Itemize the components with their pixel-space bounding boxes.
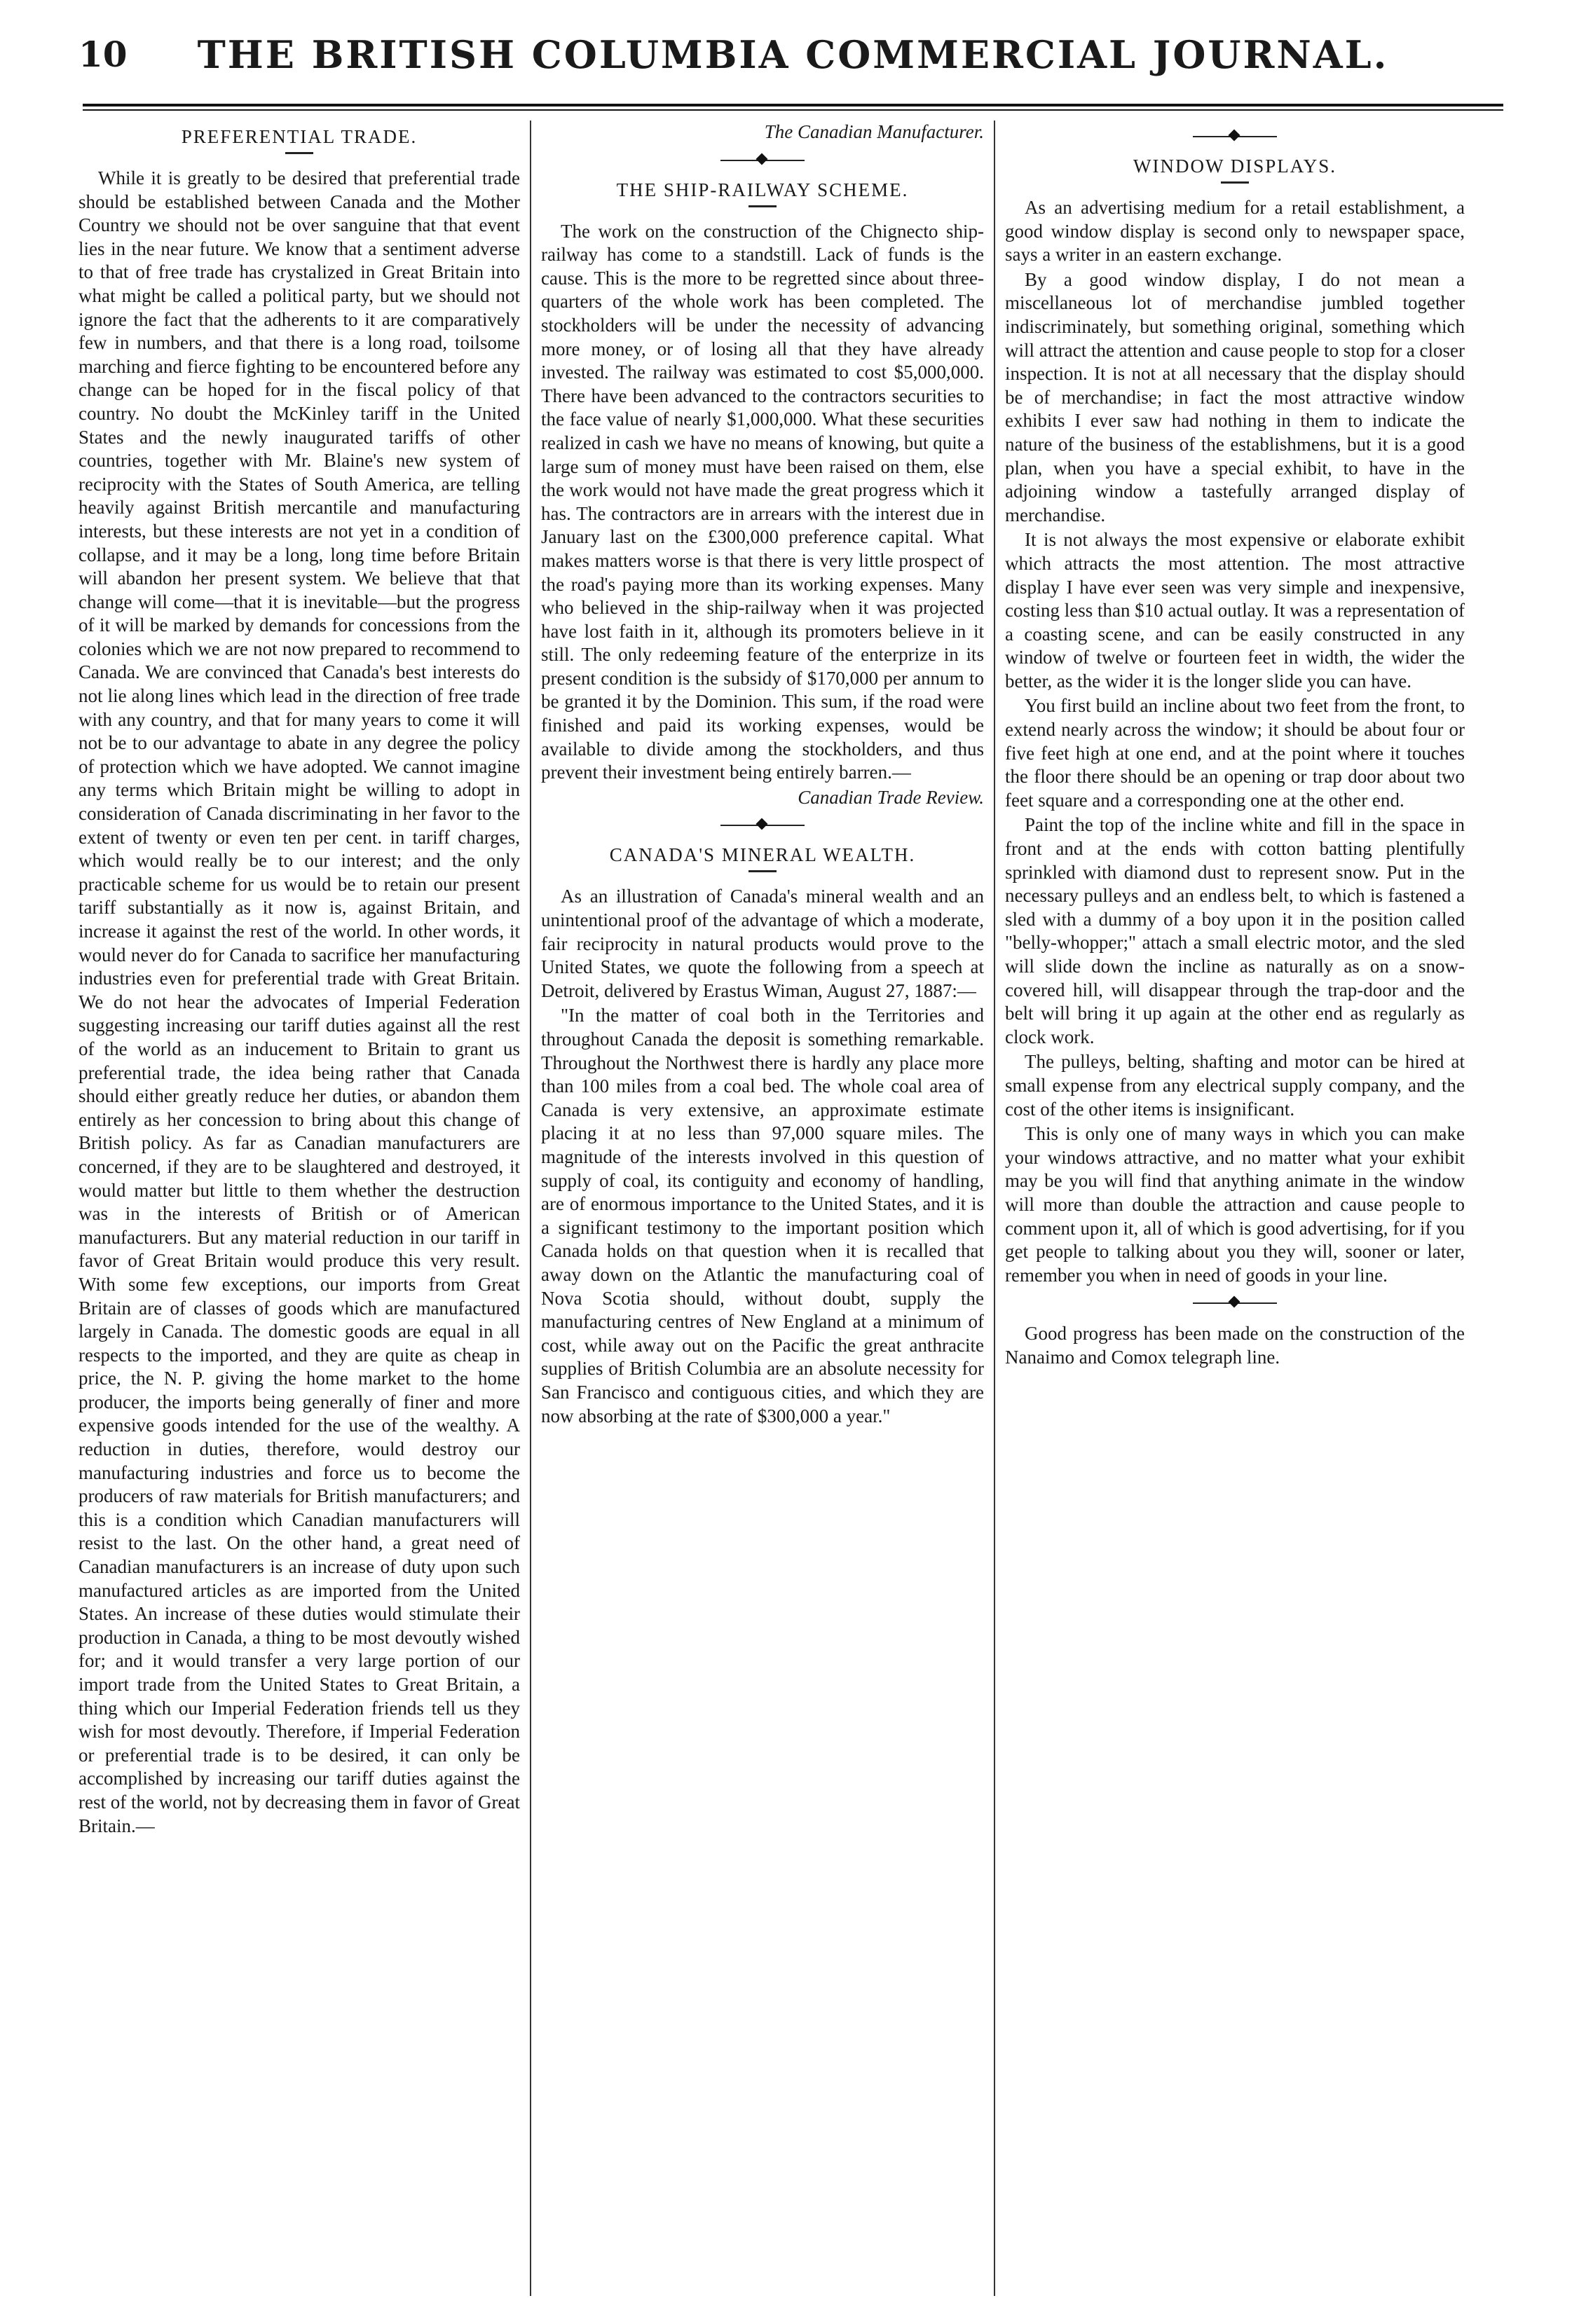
article-paragraph: While it is greatly to be desired that preferential trade should be established between Canada and the Mother Country we should not be over sanguine that that event lies in the near future. We know that a sentiment adverse to that of free trade has crystalized in Great Britain into what might be called a political party, but we should not ignore the fact that the adherents to it are comparatively few in numbers, and that there is a long road, toilsome marching and fierce fighting to be encountered before any change can be hoped for in the fiscal policy of that country. No doubt the McKinley tariff in the United States and the newly inaugurated tariffs of other countries, together with Mr. Blaine's new system of reciprocity with the States of South America, are telling heavily against British mercantile and manufacturing interests, but these interests are not yet in a condition of collapse, and it may be a long, long time before Britain will abandon her present system. We believe that that change will come—that it is inevitable—but the progress of it will be marked by demands for concessions from the colonies which we are not now prepared to recommend to Canada. We are convinced that Canada's best interests do not lie along lines which lead in the direction of free trade with any country, and that for many years to come it will not be to our advantage to abate in any degree the policy of protection which we have adopted. We cannot imagine any terms which Britain might be willing to adopt in consideration of Canada discriminating in her favor to the extent of twenty or even ten per cent. in tariff charges, which would really be to our interest; and the only practicable scheme for us would be to retain our present tariff substantially as it now is, against Britain, and increase it against the rest of the world. In other words, it would never do for Canada to sacrifice her manufacturing industries even for preferential trade with Great Britain. We do not hear the advocates of Imperial Federation suggesting increasing our tariff duties against all the rest of the world as an inducement to Britain to grant us preferential trade, the idea being rather that Canada should either greatly reduce her duties, or abandon them entirely as her concession to bring about this change of British policy. As far as Canadian manufacturers are concerned, if they are to be slaughtered and destroyed, it would matter but little to them whether the destruction was in the interests of British or of American manufacturers. But any material reduction in our tariff in favor of Great Britain would produce this very result. With some few exceptions, our imports from Great Britain are of classes of goods which are manufactured largely in Canada. The domestic goods are equal in all respects to the imported, and they are quite as cheap in price, the N. P. giving the home market to the home producer, the imports being generally of finer and more expensive goods intended for the use of the wealthy. A reduction in duties, therefore, would destroy our manufacturing industries and force us to become the producers of raw materials for British manufacturers; and this is a condition which Canadian manufacturers will resist to the last. On the other hand, a great need of Canadian manufacturers is an increase of duty upon such manufactured articles as are imported from the United States. An increase of these duties would stimulate their production in Canada, a thing to be most devoutly wished for; and it would transfer a very large portion of our import trade from the United States to Great Britain, a thing which our Imperial Federation friends tell us they wish for most devoutly. Therefore, if Imperial Federation or preferential trade is to be desired, it can only be accomplished by increasing our tariff duties against the rest of the world, not by decreasing them in favor of Great Britain.— [78, 167, 520, 1836]
headline-dash [748, 205, 777, 207]
masthead [0, 0, 1586, 105]
section-divider [1193, 128, 1277, 146]
article-paragraph: The pulleys, belting, shafting and motor can be hired at small expense from any electrical supply company, and the cost of the other items is insignificant. [1005, 1051, 1465, 1120]
article-headline: THE SHIP-RAILWAY SCHEME. [616, 179, 909, 200]
article-preferential-trade-continued [541, 121, 984, 144]
article-headline: WINDOW DISPLAYS. [1133, 156, 1337, 177]
column-3 [1005, 121, 1465, 2303]
article-paragraph: Paint the top of the incline white and fill in the space in front and at the ends with cotton batting plentifully sprinkled with diamond dust to represent snow. Put in the necessary pulleys and an endless belt, to which is fastened a sled with a dummy of a boy upon it in the position called "belly-whopper;" attach a small electric motor, and the sled will slide down the incline as naturally as on a snow-covered hill, will disappear through the trap-door and the belt will bring it up again at the other end as regularly as clock work. [1005, 814, 1465, 1047]
article-ship-railway [541, 179, 984, 810]
article-headline: CANADA'S MINERAL WEALTH. [609, 844, 916, 866]
article-source: The Canadian Manufacturer. [764, 121, 984, 142]
column-2 [541, 121, 984, 2303]
article-paragraph: As an illustration of Canada's mineral wealth and an unintentional proof of the advantage of which a moderate, fair reciprocity in natural products would prove to the United States, we quote the following from a speech at Detroit, delivered by Erastus Wiman, August 27, 1887:— [541, 886, 984, 1001]
section-divider [1193, 1294, 1277, 1312]
journal-title: THE BRITISH COLUMBIA COMMERCIAL JOURNAL. [197, 32, 1389, 77]
headline-dash [285, 152, 313, 154]
section-divider [720, 816, 805, 834]
headline-dash [748, 870, 777, 872]
article-headline: PREFERENTIAL TRADE. [181, 126, 418, 147]
article-mineral-wealth [541, 844, 984, 1428]
article-paragraph: The work on the construction of the Chignecto ship-railway has come to a standstill. Lack of funds is the cause. This is the more to be regretted since about three-quarters of the whole work has been completed. The stockholders will be under the necessity of advancing more money, or of losing all that they have already invested. The railway was estimated to cost $5,000,000. There have been advanced to the contractors securities to the face value of nearly $1,000,000. What these securities realized in cash we have no means of knowing, but quite a large sum of money must have been raised on them, else the work would not have made the great progress which it has. The contractors are in arrears with the interest due in January last on the £300,000 preference capital. What makes matters worse is that there is very little prospect of the road's paying more than its working expenses. Many who believed in the ship-railway when it was projected have lost faith in it, although its promoters believe in it still. The only redeeming feature of the enterprize in its present condition is the subsidy of $170,000 per annum to be granted it by the Dominion. This sum, if the road were finished and paid its working expenses, would be available to divide among the stockholders, and thus prevent their investment being entirely barren.— [541, 220, 984, 783]
masthead-rule-thin [83, 109, 1503, 111]
column-1 [78, 121, 520, 2303]
column-rule [530, 121, 531, 2296]
article-paragraph: "In the matter of coal both in the Territories and throughout Canada the deposit is something remarkable. Throughout the Northwest there is hardly any place more than 100 miles from a coal bed. The whole coal area of Canada is very extensive, an approximate estimate placing it at no less than 97,000 square miles. The magnitude of the interests involved in this question of supply of coal, its contiguity and economy of handling, are of enormous importance to the United States, and it is a significant testimony to the important position which Canada holds on that question when it is recalled that away down on the Atlantic the manufacturing coal of Nova Scotia should, without doubt, supply the manufacturing centres of New England at a minimum of cost, while away out on the Pacific the great anthracite supplies of British Columbia are an absolute necessity for San Francisco and contiguous cities, and which they are now absorbing at the rate of $300,000 a year." [541, 1005, 984, 1426]
article-preferential-trade [78, 126, 520, 1838]
article-paragraph: As an advertising medium for a retail establishment, a good window display is second only to newspaper space, says a writer in an eastern exchange. [1005, 197, 1465, 266]
headline-dash [1221, 181, 1249, 184]
article-paragraph: By a good window display, I do not mean a miscellaneous lot of merchandise jumbled together indiscriminately, but something original, something which will attract the attention and cause people to stop for a closer inspection. It is not at all necessary that the display should be of merchandise; in fact the most attractive window exhibits I ever saw had nothing in them to indicate the nature of the business of the establishmens, but it is a good plan, when you have a special exhibit, to have in the adjoining window a tastefully arranged display of merchandise. [1005, 268, 1465, 525]
article-source: Canadian Trade Review. [798, 786, 984, 808]
article-window-displays [1005, 156, 1465, 1287]
masthead-rule [83, 104, 1503, 106]
page-number: 10 [78, 34, 128, 75]
brief-paragraph: Good progress has been made on the construction of the Nanaimo and Comox telegraph line. [1005, 1323, 1465, 1368]
article-paragraph: You first build an incline about two feet from the front, to extend nearly across the window; it should be about four or five feet high at one end, and at the point where it touches the floor there should be an opening or trap door about two feet square and a corresponding one at the other end. [1005, 695, 1465, 811]
section-divider [720, 151, 805, 170]
article-paragraph: This is only one of many ways in which you can make your windows attractive, and no matter what your exhibit may be you will find that anything animate in the window will more than double the attraction and cause people to comment upon it, all of which is good advertising, for if you get people to talking about you they will, sooner or later, remember you when in need of goods in your line. [1005, 1123, 1465, 1286]
brief-telegraph [1005, 1322, 1465, 1369]
column-rule [994, 121, 995, 2296]
article-paragraph: It is not always the most expensive or elaborate exhibit which attracts the most attention. The most attractive display I have ever seen was very simple and inexpensive, costing less than $10 actual outlay. It was a representation of a coasting scene, and can be easily constructed in any window of twelve or fourteen feet in width, the wider the better, as the wider it is the longer slide you can have. [1005, 529, 1465, 692]
